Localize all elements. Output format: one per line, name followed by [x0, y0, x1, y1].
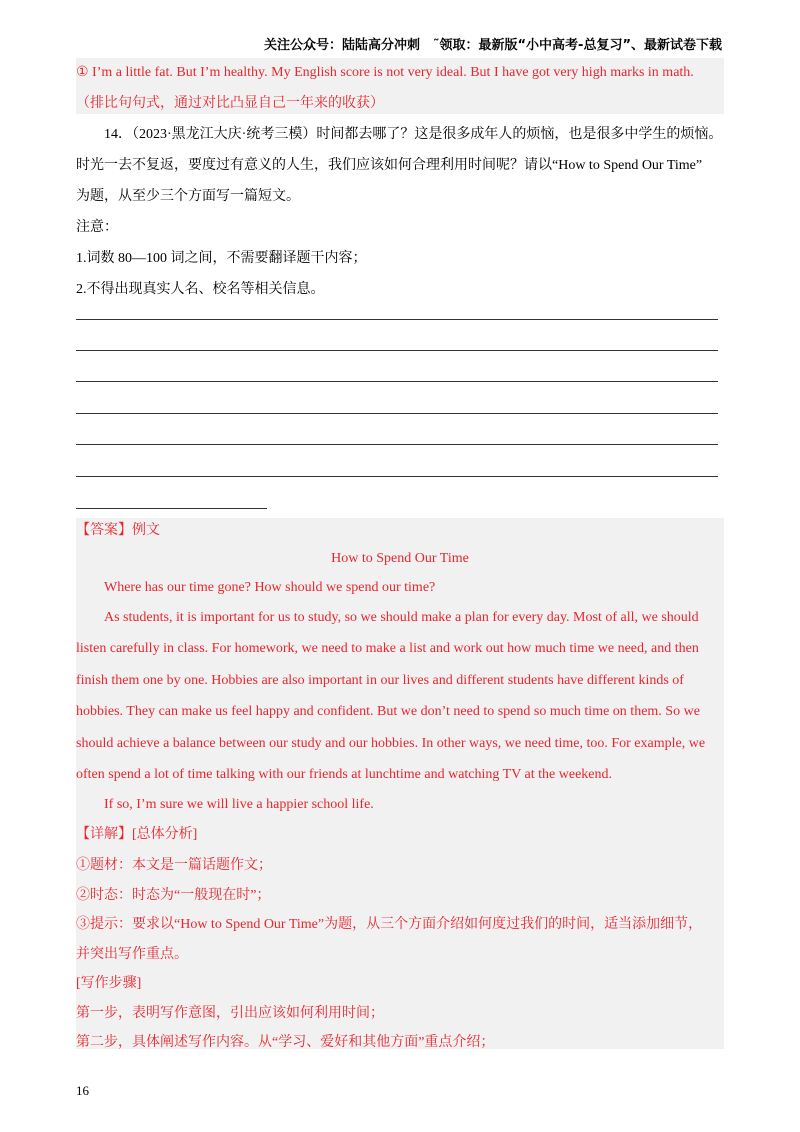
essay-para-2-line-3: finish them one by one. Hobbies are also important in our lives and different students have different kinds of: [76, 673, 684, 688]
analysis-label: 【详解】[总体分析]: [76, 827, 198, 842]
writing-line: [76, 350, 718, 351]
essay-para-2-line-2: listen carefully in class. For homework, we need to make a list and work out how much time we need, and then: [76, 641, 699, 656]
essay-para-3: If so, I’m sure we will live a happier school life.: [104, 797, 374, 812]
question-line-2: 时光一去不复返，要度过有意义的人生，我们应该如何合理利用时间呢？请以“How to Spend Our Time”: [76, 158, 703, 173]
step-2: 第二步，具体阐述写作内容。从“学习、爱好和其他方面”重点介绍；: [76, 1035, 495, 1050]
essay-para-2-line-1: As students, it is important for us to study, so we should make a plan for every day. Most of all, we should: [104, 610, 699, 625]
essay-para-2-line-4: hobbies. They can make us feel happy and confident. But we don’t need to spend so much time on them. So we: [76, 704, 700, 719]
writing-line: [76, 476, 718, 477]
analysis-item-3-line-2: 并突出写作重点。: [76, 947, 188, 962]
question-line-1: 14．（2023·黑龙江大庆·统考三模）时间都去哪了？这是很多成年人的烦恼，也是很多中学生的烦恼。: [104, 127, 723, 142]
prev-answer-line-1: ① I’m a little fat. But I’m healthy. My English score is not very ideal. But I have got very high marks in math.: [76, 65, 694, 80]
analysis-item-2: ②时态：时态为“一般现在时”；: [76, 888, 271, 903]
essay-para-1: Where has our time gone? How should we spend our time?: [104, 580, 436, 595]
writing-line: [76, 444, 718, 445]
note-label: 注意：: [76, 220, 118, 235]
prev-answer-line-2: （排比句句式，通过对比凸显自己一年来的收获）: [76, 96, 384, 111]
note-item-1: 1.词数 80—100 词之间，不需要翻译题干内容；: [76, 251, 367, 266]
analysis-item-1: ①题材：本文是一篇话题作文；: [76, 858, 272, 873]
essay-para-2-line-5: should achieve a balance between our study and our hobbies. In other ways, we need time, too. For example, we: [76, 736, 706, 751]
essay-para-2-line-6: often spend a lot of time talking with our friends at lunchtime and watching TV at the weekend.: [76, 767, 613, 782]
step-1: 第一步，表明写作意图，引出应该如何利用时间；: [76, 1006, 384, 1021]
steps-label: [写作步骤]: [76, 976, 142, 991]
question-line-3: 为题，从至少三个方面写一篇短文。: [76, 189, 300, 204]
writing-line: [76, 508, 267, 509]
analysis-item-3-line-1: ③提示：要求以“How to Spend Our Time”为题，从三个方面介绍如何度过我们的时间，适当添加细节，: [76, 917, 703, 932]
writing-line: [76, 381, 718, 382]
page-header: 关注公众号：陆陆高分冲刺 ˜领取：最新版“小中高考-总复习”、最新试卷下载: [264, 38, 722, 53]
writing-line: [76, 319, 718, 320]
page-number: 16: [76, 1083, 89, 1098]
answer-label: 【答案】例文: [76, 523, 160, 538]
writing-line: [76, 413, 718, 414]
essay-title: How to Spend Our Time: [331, 551, 469, 566]
note-item-2: 2.不得出现真实人名、校名等相关信息。: [76, 282, 325, 297]
